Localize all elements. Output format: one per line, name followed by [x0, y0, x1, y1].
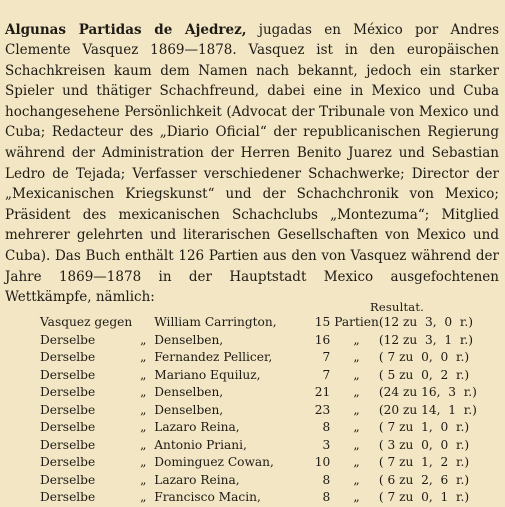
row-ditto-mark: „ [140, 332, 147, 347]
table-row [40, 367, 499, 385]
row-player: Derselbe [40, 367, 96, 382]
row-unit: „ [353, 472, 360, 487]
row-unit: „ [353, 367, 360, 382]
table-row [40, 332, 499, 350]
row-player: Derselbe [40, 350, 96, 364]
row-opponent: William Carrington, [154, 315, 277, 329]
row-game-count: 21 [314, 385, 331, 399]
row-game-count: 7 [322, 350, 331, 364]
row-opponent: Lazaro Reina, [154, 472, 240, 487]
row-ditto-mark: „ [140, 350, 147, 364]
table-row [40, 384, 499, 402]
row-player: Derselbe [40, 437, 96, 452]
games-table [40, 314, 499, 507]
table-row [40, 489, 499, 507]
row-player: Derselbe [40, 402, 96, 417]
row-ditto-mark: „ [140, 437, 147, 452]
table-row [40, 314, 499, 332]
row-unit: Partien [334, 315, 379, 329]
paragraph-heading: Algunas Partidas de Ajedrez, [5, 21, 247, 38]
table-row [40, 472, 499, 490]
row-ditto-mark: „ [140, 402, 147, 417]
games-table-body [40, 314, 499, 507]
row-player: Vasquez gegen [40, 315, 133, 329]
row-game-count: 8 [322, 420, 331, 434]
row-opponent: Fernandez Pellicer, [154, 350, 273, 364]
row-opponent: Denselben, [154, 402, 224, 417]
paragraph-text: jugadas en México por Andres Clemente Vasquez 1869—1878. Vasquez ist in den europäischen Schachkreisen kaum dem Namen nach bekannt, jedoch ein starker Spieler und thätiger Schachfreund, dabei eine in Mexico und Cuba hochangesehene Persönlichkeit (Advocat der Tribunale von Mexico und Cuba; Redacteur des „Diario Oficial“ der republicanischen Regierung während der Administration der Herren Benito Juarez und Sebastian Ledro de Tejada; Verfasser verschiedener Schachwerke; Director der „Mexicanischen Kriegskunst“ und der Schachchronik von Mexico; Präsident des mexicanischen Schachclubs „Montezuma“; Mitglied mehrerer gelehrten und literarischen Gesellschaften von Mexico und Cuba). Das Buch enthält 126 Partien aus den von Vasquez während der Jahre 1869—1878 in der Hauptstadt Mexico ausgefochtenen Wettkämpfe, nämlich: [5, 21, 499, 306]
row-result: ( 6 zu 2, 6 r.) [378, 472, 470, 487]
row-ditto-mark: „ [140, 490, 147, 504]
row-game-count: 7 [322, 367, 331, 382]
row-unit: „ [353, 332, 360, 347]
row-opponent: Dominguez Cowan, [154, 455, 274, 469]
table-row [40, 419, 499, 437]
row-game-count: 10 [314, 455, 331, 469]
row-game-count: 8 [322, 490, 331, 504]
row-unit: „ [353, 420, 360, 434]
row-ditto-mark: „ [140, 385, 147, 399]
row-opponent: Denselben, [154, 332, 224, 347]
row-player: Derselbe [40, 420, 96, 434]
row-unit: „ [353, 490, 360, 504]
row-unit: „ [353, 350, 360, 364]
row-ditto-mark [132, 314, 154, 332]
row-player: Derselbe [40, 455, 96, 469]
table-row [40, 454, 499, 472]
row-game-count: 23 [314, 402, 331, 417]
row-player: Derselbe [40, 385, 96, 399]
row-ditto-mark: „ [140, 420, 147, 434]
row-opponent: Mariano Equiluz, [154, 367, 261, 382]
row-unit: „ [353, 437, 360, 452]
row-ditto-mark: „ [140, 472, 147, 487]
row-unit: „ [353, 402, 360, 417]
table-row [40, 402, 499, 420]
intro-paragraph [5, 20, 499, 308]
row-result: ( 7 zu 0, 0 r.) [378, 350, 470, 364]
row-result: ( 3 zu 0, 0 r.) [378, 437, 470, 452]
row-game-count: 3 [322, 437, 331, 452]
row-player: Derselbe [40, 332, 96, 347]
row-player: Derselbe [40, 490, 96, 504]
row-result: ( 5 zu 0, 2 r.) [378, 367, 470, 382]
row-ditto-mark: „ [140, 455, 147, 469]
results-header: Resultat. [370, 300, 425, 314]
row-result: (12 zu 3, 0 r.) [378, 315, 474, 329]
row-game-count: 8 [322, 472, 331, 487]
row-game-count: 16 [314, 332, 331, 347]
row-player: Derselbe [40, 472, 96, 487]
row-opponent: Lazaro Reina, [154, 420, 240, 434]
row-result: ( 7 zu 1, 0 r.) [378, 420, 470, 434]
row-result: ( 7 zu 1, 2 r.) [378, 455, 470, 469]
row-result: (24 zu 16, 3 r.) [378, 385, 477, 399]
row-opponent: Denselben, [154, 385, 224, 399]
row-opponent: Francisco Macin, [154, 490, 261, 504]
row-unit: „ [353, 385, 360, 399]
row-result: (12 zu 3, 1 r.) [378, 332, 474, 347]
row-result: ( 7 zu 0, 1 r.) [378, 490, 470, 504]
row-unit: „ [353, 455, 360, 469]
row-game-count: 15 [314, 315, 331, 329]
row-result: (20 zu 14, 1 r.) [378, 402, 477, 417]
table-row [40, 437, 499, 455]
row-ditto-mark: „ [140, 367, 147, 382]
row-opponent: Antonio Priani, [154, 437, 247, 452]
table-row [40, 349, 499, 367]
